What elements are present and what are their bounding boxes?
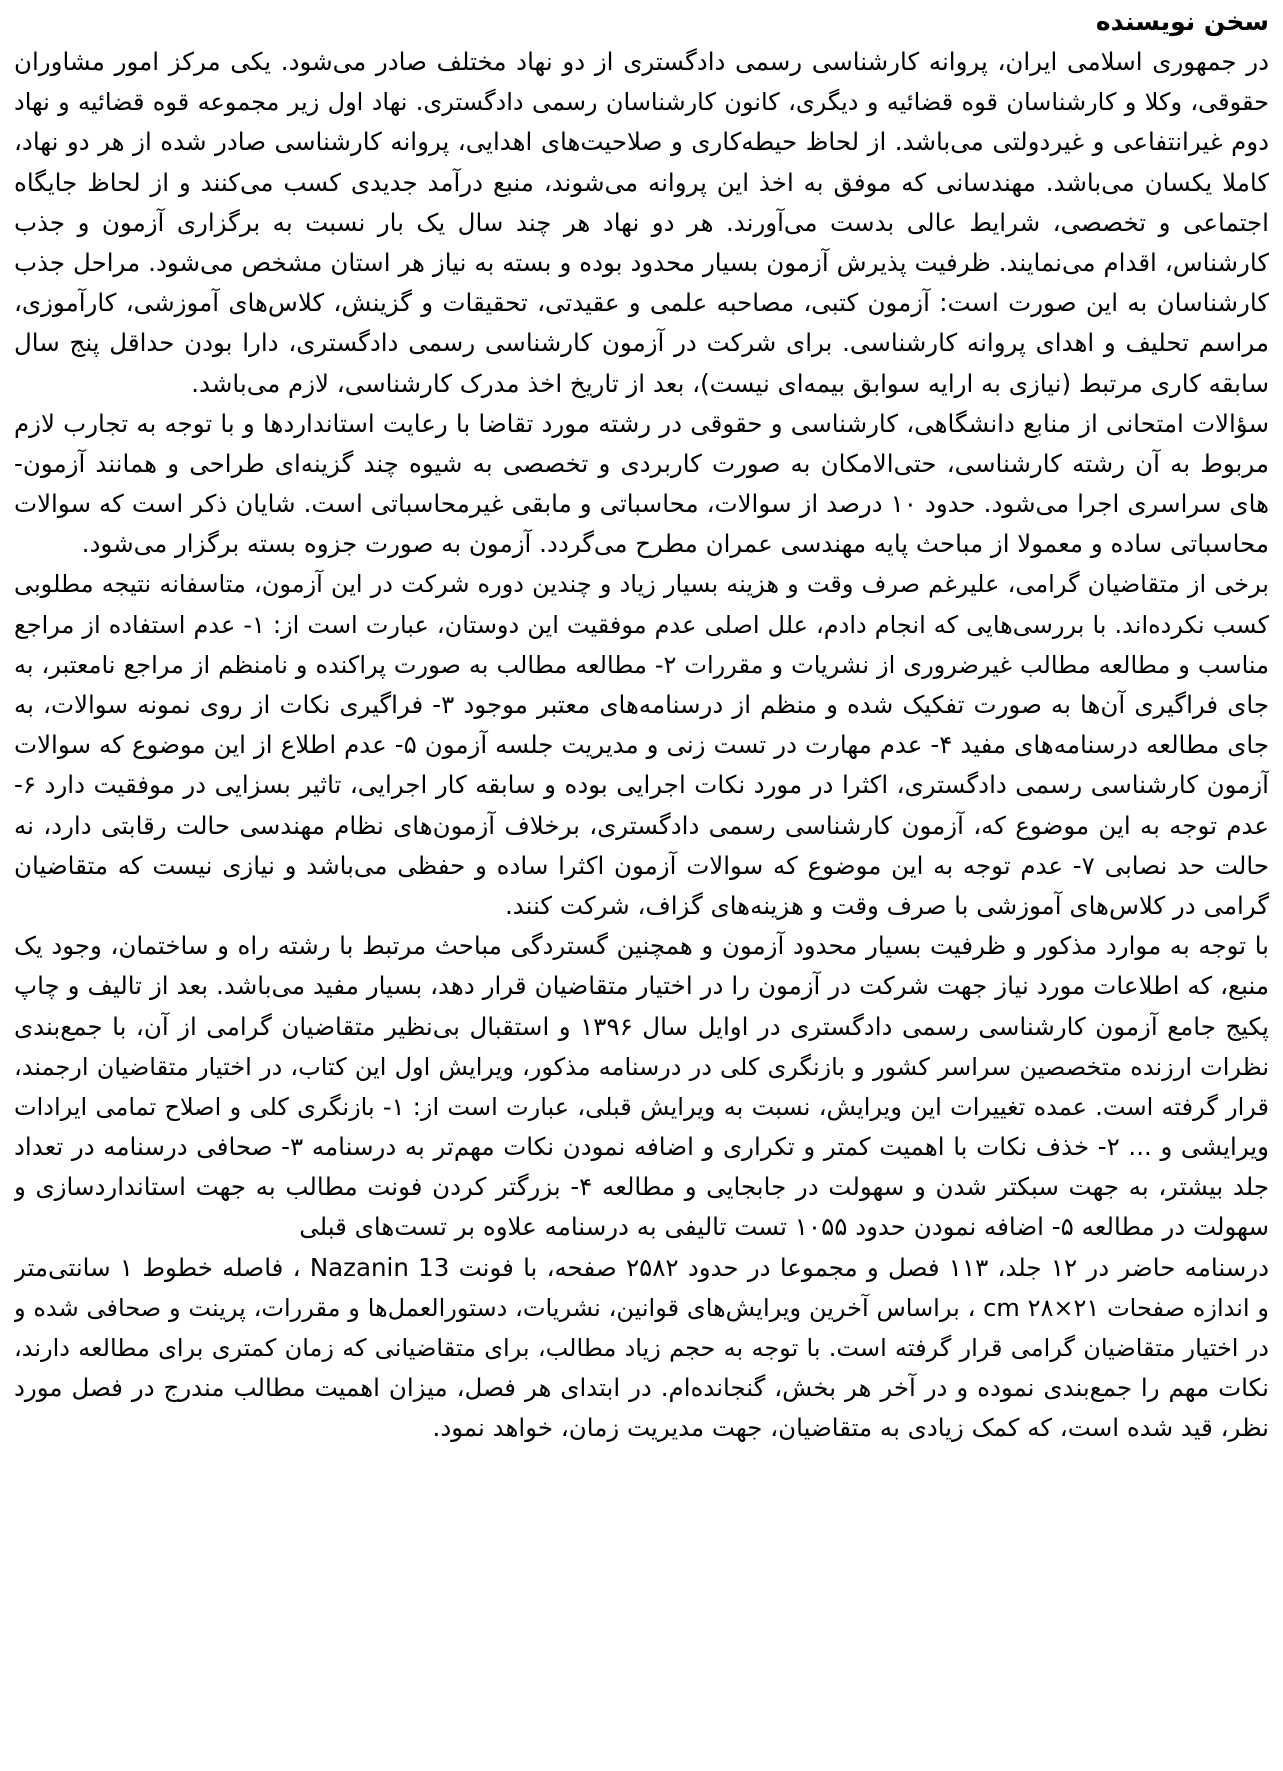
text-line: اجتماعی و تخصصی، شرایط عالی بدست می‌آورند. هر دو نهاد هر چند سال یک بار نسبت به برگزاری آزمون و جذب (14, 207, 1269, 237)
text-line: مراسم تحلیف و اهدای پروانه کارشناسی. برای شرکت در آزمون کارشناسی رسمی دادگستری، دارا بودن حداقل پنج سال (14, 328, 1269, 358)
text-line: جای فراگیری آن‌ها به صورت تفکیک شده و منظم از درسنامه‌های معتبر موجود ۳- فراگیری نکات از روی نمونه سوالات، به (14, 690, 1269, 719)
text-line: کارشناس، اقدام می‌نمایند. ظرفیت پذیرش آزمون بسیار محدود بوده و بسته به نیاز هر استان مشخص می‌شود. مراحل جذب (14, 247, 1269, 277)
text-line: سابقه کاری مرتبط (نیازی به ارایه سوابق بیمه‌ای نیست)، بعد از تاریخ اخذ مدرک کارشناسی، لازم می‌باشد. (191, 368, 1269, 398)
text-line: کسب نکرده‌اند. با بررسی‌هایی که انجام دادم، علل اصلی عدم موفقیت این دوستان، عبارت است از: ۱- عدم استفاده از مراجع (14, 610, 1269, 639)
text-line: منبع، که اطلاعات مورد نیاز جهت شرکت در آزمون را در اختیار متقاضیان قرار دهد، بسیار مفید می‌باشد. بعد از تالیف و چاپ (14, 971, 1269, 1001)
text-line: برخی از متقاضیان گرامی، علیرغم صرف وقت و هزینه بسیار زیاد و چندین دوره شرکت در این آزمون، متاسفانه نتیجه مطلوبی (14, 570, 1269, 599)
text-line: نظر، قید شده است، که کمک زیادی به متقاضیان، جهت مدیریت زمان، خواهد نمود. (432, 1413, 1269, 1443)
text-line: در اختیار متقاضیان گرامی قرار گرفته است. با توجه به حجم زیاد مطالب، برای متقاضیانی که زمان کمتری برای مطالعه دارند، (14, 1334, 1269, 1362)
text-line: جای مطالعه درسنامه‌های مفید ۴- عدم مهارت در تست زنی و مدیریت جلسه آزمون ۵- عدم اطلاع از این موضوع که سوالات (14, 730, 1269, 760)
text-line: مربوط به آن رشته کارشناسی، حتی‌الامکان به صورت کاربردی و تخصصی به شیوه چند گزینه‌ای طراحی و همانند آزمون- (14, 448, 1269, 478)
text-line: نظرات ارزنده متخصصین سراسر کشور و بازنگری کلی در درسنامه مذکور، ویرایش اول این کتاب، در اختیار متقاضیان ارجمند، (14, 1052, 1269, 1081)
document-body (14, 42, 1269, 1449)
text-line: سؤالات امتحانی از منابع دانشگاهی، کارشناسی و حقوقی در رشته مورد تقاضا با رعایت استانداردها و با توجه به تجارب لازم (14, 408, 1269, 438)
text-line: ویرایشی و ... ۲- خذف نکات با اهمیت کمتر و تکراری و اضافه نمودن نکات مهم‌تر به درسنامه ۳- صحافی درسنامه در تعداد (14, 1132, 1269, 1162)
text-line: محاسباتی ساده و معمولا از مباحث پایه مهندسی عمران مطرح می‌گردد. آزمون به صورت جزوه بسته برگزار می‌شود. (81, 529, 1269, 559)
text-line: های سراسری اجرا می‌شود. حدود ۱۰ درصد از سوالات، محاسباتی و مابقی غیرمحاسباتی است. شایان ذکر است که سوالات (14, 489, 1269, 519)
text-line: در جمهوری اسلامی ایران، پروانه کارشناسی رسمی دادگستری از دو نهاد مختلف صادر می‌شود. یکی مرکز امور مشاوران (14, 47, 1269, 76)
text-line: نکات مهم را جمع‌بندی نموده و در آخر هر بخش، گنجانده‌ام. در ابتدای هر فصل، میزان اهمیت مطالب مندرج در فصل مورد (14, 1373, 1269, 1403)
text-line: حالت حد نصابی ۷- عدم توجه به این موضوع که سوالات آزمون اکثرا ساده و حفظی می‌باشد و نیازی نیست که متقاضیان (14, 850, 1269, 880)
text-line: مناسب و مطالعه مطالب غیرضروری از نشریات و مقررات ۲- مطالعه مطالب به صورت پراکنده و نامنظم از مراجع نامعتبر، به (14, 650, 1269, 679)
text-line: کارشناسان به این صورت است: آزمون کتبی، مصاحبه علمی و عقیدتی، تحقیقات و گزینش، کلاس‌های آموزشی، کارآموزی، (14, 288, 1269, 318)
text-line: دوم غیرانتفاعی و غیردولتی می‌باشد. از لحاظ حیطه‌کاری و صلاحیت‌های اهدایی، پروانه کارشناسی صادر شده از هر دو نهاد، (14, 127, 1269, 157)
text-line: سهولت در مطالعه ۵- اضافه نمودن حدود ۱۰۵۵ تست تالیفی به درسنامه علاوه بر تست‌های قبلی (299, 1212, 1269, 1242)
text-line: جلد بیشتر، به جهت سبکتر شدن و سهولت در جابجایی و مطالعه ۴- بزرگتر کردن فونت مطالب به جهت استانداردسازی و (14, 1172, 1269, 1202)
text-line: عدم توجه به این موضوع که، آزمون کارشناسی رسمی دادگستری، برخلاف آزمون‌های نظام مهندسی حالت رقابتی دارد، نه (14, 810, 1269, 840)
text-line: حقوقی، وکلا و کارشناسان قوه قضائیه و دیگری، کانون کارشناسان رسمی دادگستری. نهاد اول زیر مجموعه قوه قضائیه و نهاد (14, 88, 1269, 117)
text-line: کاملا یکسان می‌باشد. مهندسانی که موفق به اخذ این پروانه می‌شوند، منبع درآمد جدیدی کسب می‌کنند و از لحاظ جایگاه (14, 167, 1269, 197)
page-title: سخن نویسنده (1095, 7, 1269, 36)
text-line: و اندازه صفحات ۲۱×۲۸ cm ، براساس آخرین ویرایش‌های قوانین، نشریات، دستورالعمل‌ها و مقررات، پرینت و صحافی شده و (14, 1293, 1269, 1322)
text-line: پکیج جامع آزمون کارشناسی رسمی دادگستری در اوایل سال ۱۳۹۶ و استقبال بی‌نظیر متقاضیان گرامی از آن، با جمع‌بندی (14, 1011, 1269, 1041)
text-line: گرامی در کلاس‌های آموزشی با صرف وقت و هزینه‌های گزاف، شرکت کنند. (505, 890, 1269, 920)
text-line: درسنامه حاضر در ۱۲ جلد، ۱۱۳ فصل و مجموعا در حدود ۲۵۸۲ صفحه، با فونت Nazanin 13 ، فاصله خطوط ۱ سانتی‌متر (14, 1252, 1269, 1282)
text-line: با توجه به موارد مذکور و ظرفیت بسیار محدود آزمون و همچنین گستردگی مباحث مرتبط با رشته راه و ساختمان، وجود یک (14, 931, 1269, 961)
text-line: قرار گرفته است. عمده تغییرات این ویرایش، نسبت به ویرایش قبلی، عبارت است از: ۱- بازنگری کلی و اصلاح تمامی ایرادات (14, 1092, 1269, 1121)
text-line: آزمون کارشناسی رسمی دادگستری، اکثرا در مورد نکات اجرایی بوده و سابقه کار اجرایی، تاثیر بسزایی در موفقیت دارد ۶- (14, 770, 1269, 800)
